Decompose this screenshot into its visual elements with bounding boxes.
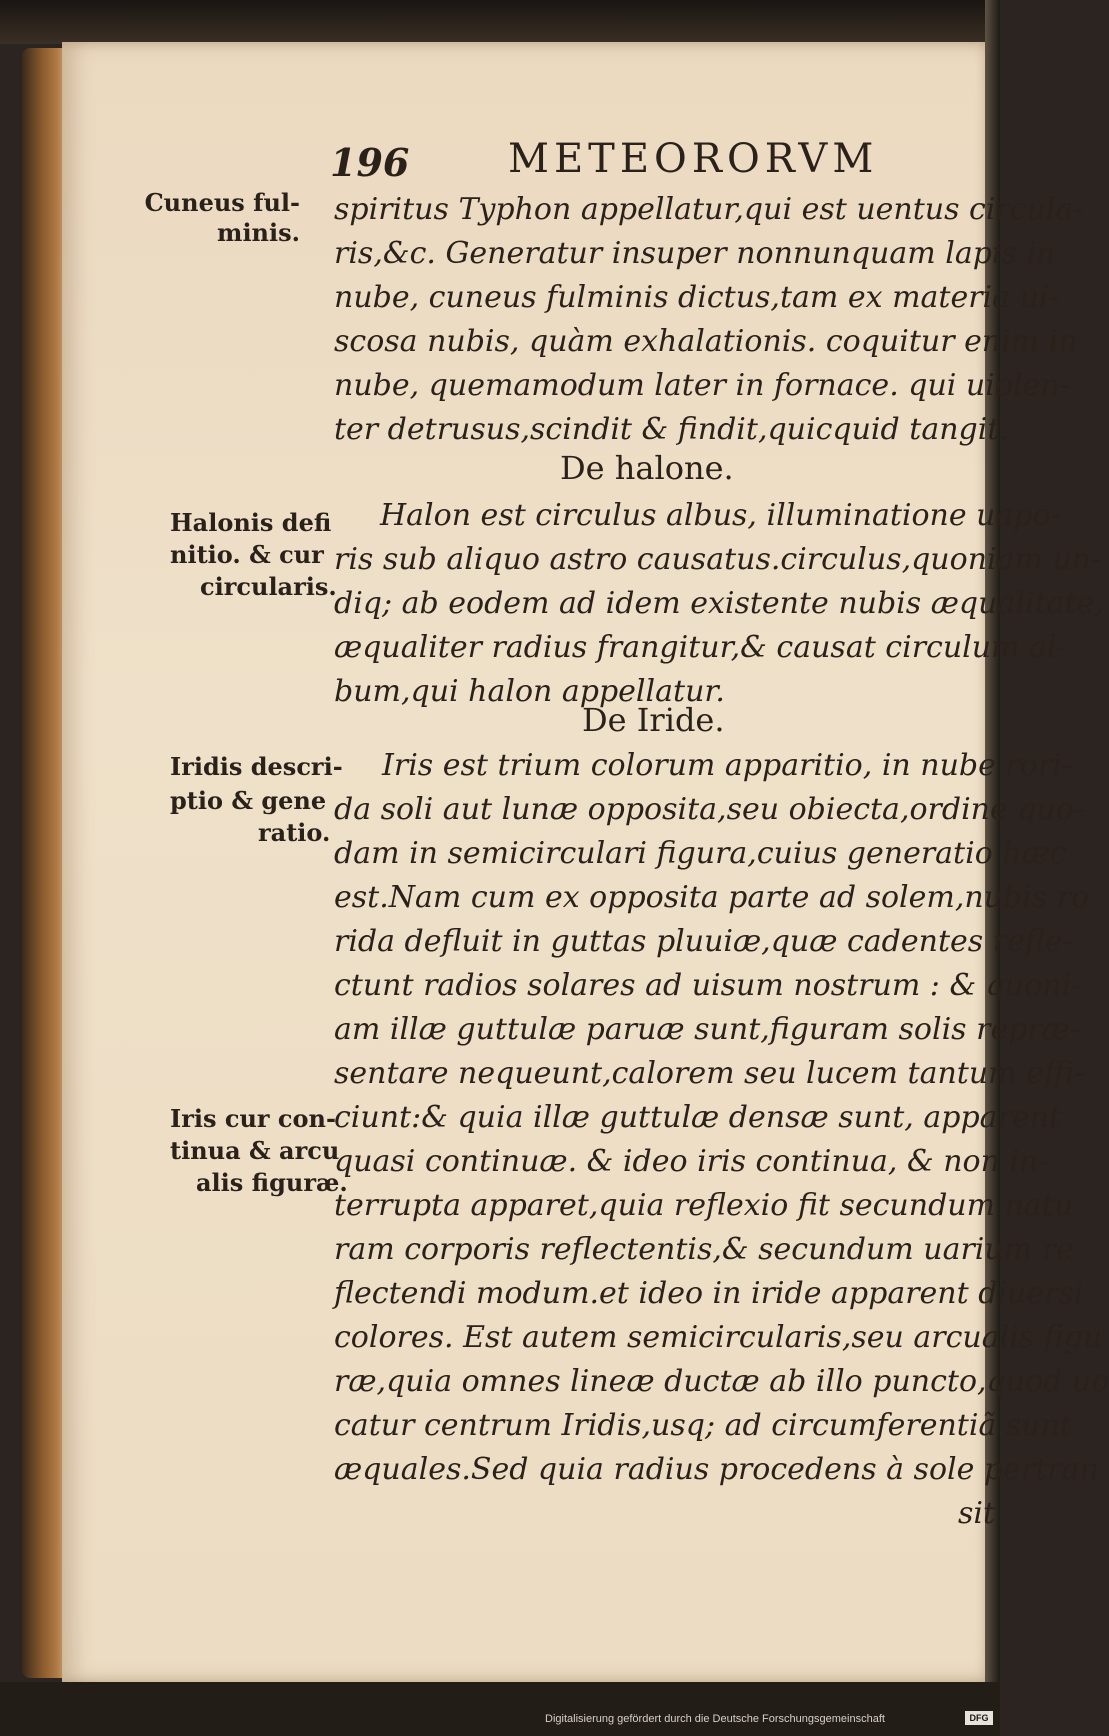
top-dark-strip: [0, 0, 1000, 44]
text-line: ris sub aliquo astro causatus.circulus,quoniam un-: [334, 542, 1102, 577]
catchword: sit: [958, 1496, 996, 1531]
text-line: Iris est trium colorum apparitio, in nube rori-: [382, 748, 1072, 783]
margin-note-halo-line3: circularis.: [200, 572, 337, 601]
text-line: flectendi modum.et ideo in iride apparent diuersi: [334, 1276, 1084, 1311]
text-line: dam in semicirculari figura,cuius generatio hæc: [334, 836, 1067, 871]
margin-note-iris-line2: ptio & gene: [170, 786, 327, 815]
text-line: bum,qui halon appellatur.: [334, 674, 725, 709]
text-line: ter detrusus,scindit & findit,quicquid tangit.: [334, 412, 1009, 447]
text-line: ram corporis reflectentis,& secundum uarium re: [334, 1232, 1074, 1267]
text-line: terrupta apparet,quia reflexio fit secundum natu: [334, 1188, 1074, 1223]
text-line: colores. Est autem semicircularis,seu arcualis figu: [334, 1320, 1103, 1355]
margin-note-continua-line2: tinua & arcu: [170, 1136, 340, 1165]
text-line: da soli aut lunæ opposita,seu obiecta,ordine quo-: [334, 792, 1085, 827]
dfg-logo: DFG: [965, 1711, 993, 1725]
text-line: Halon est circulus albus, illuminatione uapo-: [380, 498, 1061, 533]
text-line: rida defluit in guttas pluuiæ,quæ cadentes refle-: [334, 924, 1073, 959]
margin-note-halo-line2: nitio. & cur: [170, 540, 324, 569]
margin-note-cuneus-line2: minis.: [217, 218, 300, 247]
margin-note-halo-line1: Halonis defi: [170, 508, 332, 537]
text-line: ciunt:& quia illæ guttulæ densæ sunt, apparent: [334, 1100, 1062, 1135]
margin-note-iris-line1: Iridis descri-: [170, 752, 343, 781]
heading-de-iride: De Iride.: [582, 701, 725, 739]
heading-de-halone: De halone.: [560, 449, 734, 487]
bottom-dark-strip: [0, 1682, 1000, 1736]
text-line: scosa nubis, quàm exhalationis. coquitur enim in: [334, 324, 1078, 359]
page-number: 196: [330, 140, 410, 185]
text-line: ræ,quia omnes lineæ ductæ ab illo puncto,quod uo: [334, 1364, 1109, 1399]
text-line: spiritus Typhon appellatur,qui est uentus circula-: [334, 192, 1084, 227]
text-line: nube, quemamodum later in fornace. qui uiolen-: [334, 368, 1070, 403]
margin-note-iris-line3: ratio.: [258, 818, 331, 847]
text-line: æquales.Sed quia radius procedens à sole pertran: [334, 1452, 1099, 1487]
text-line: æqualiter radius frangitur,& causat circulum al-: [334, 630, 1067, 665]
text-line: am illæ guttulæ paruæ sunt,figuram solis repræ-: [334, 1012, 1081, 1047]
text-line: catur centrum Iridis,usq; ad circumferentiã sunt: [334, 1408, 1072, 1443]
text-line: est.Nam cum ex opposita parte ad solem,nubis ro: [334, 880, 1090, 915]
margin-note-cuneus-line1: Cuneus ful-: [144, 188, 300, 217]
text-line: quasi continuæ. & ideo iris continua, & non in-: [334, 1144, 1049, 1179]
running-title: METEORORVM: [508, 136, 879, 182]
text-line: ctunt radios solares ad uisum nostrum : & quoni-: [334, 968, 1082, 1003]
digitization-credit: Digitalisierung gefördert durch die Deutsche Forschungsgemeinschaft: [545, 1713, 885, 1725]
text-line: nube, cuneus fulminis dictus,tam ex materia ui-: [334, 280, 1059, 315]
margin-note-continua-line3: alis figuræ.: [196, 1168, 348, 1197]
margin-note-continua-line1: Iris cur con-: [170, 1104, 336, 1133]
text-line: diq; ab eodem ad idem existente nubis æqualitate,: [334, 586, 1104, 621]
text-line: ris,&c. Generatur insuper nonnunquam lapis in: [334, 236, 1056, 271]
text-line: sentare nequeunt,calorem seu lucem tantum effi-: [334, 1056, 1085, 1091]
